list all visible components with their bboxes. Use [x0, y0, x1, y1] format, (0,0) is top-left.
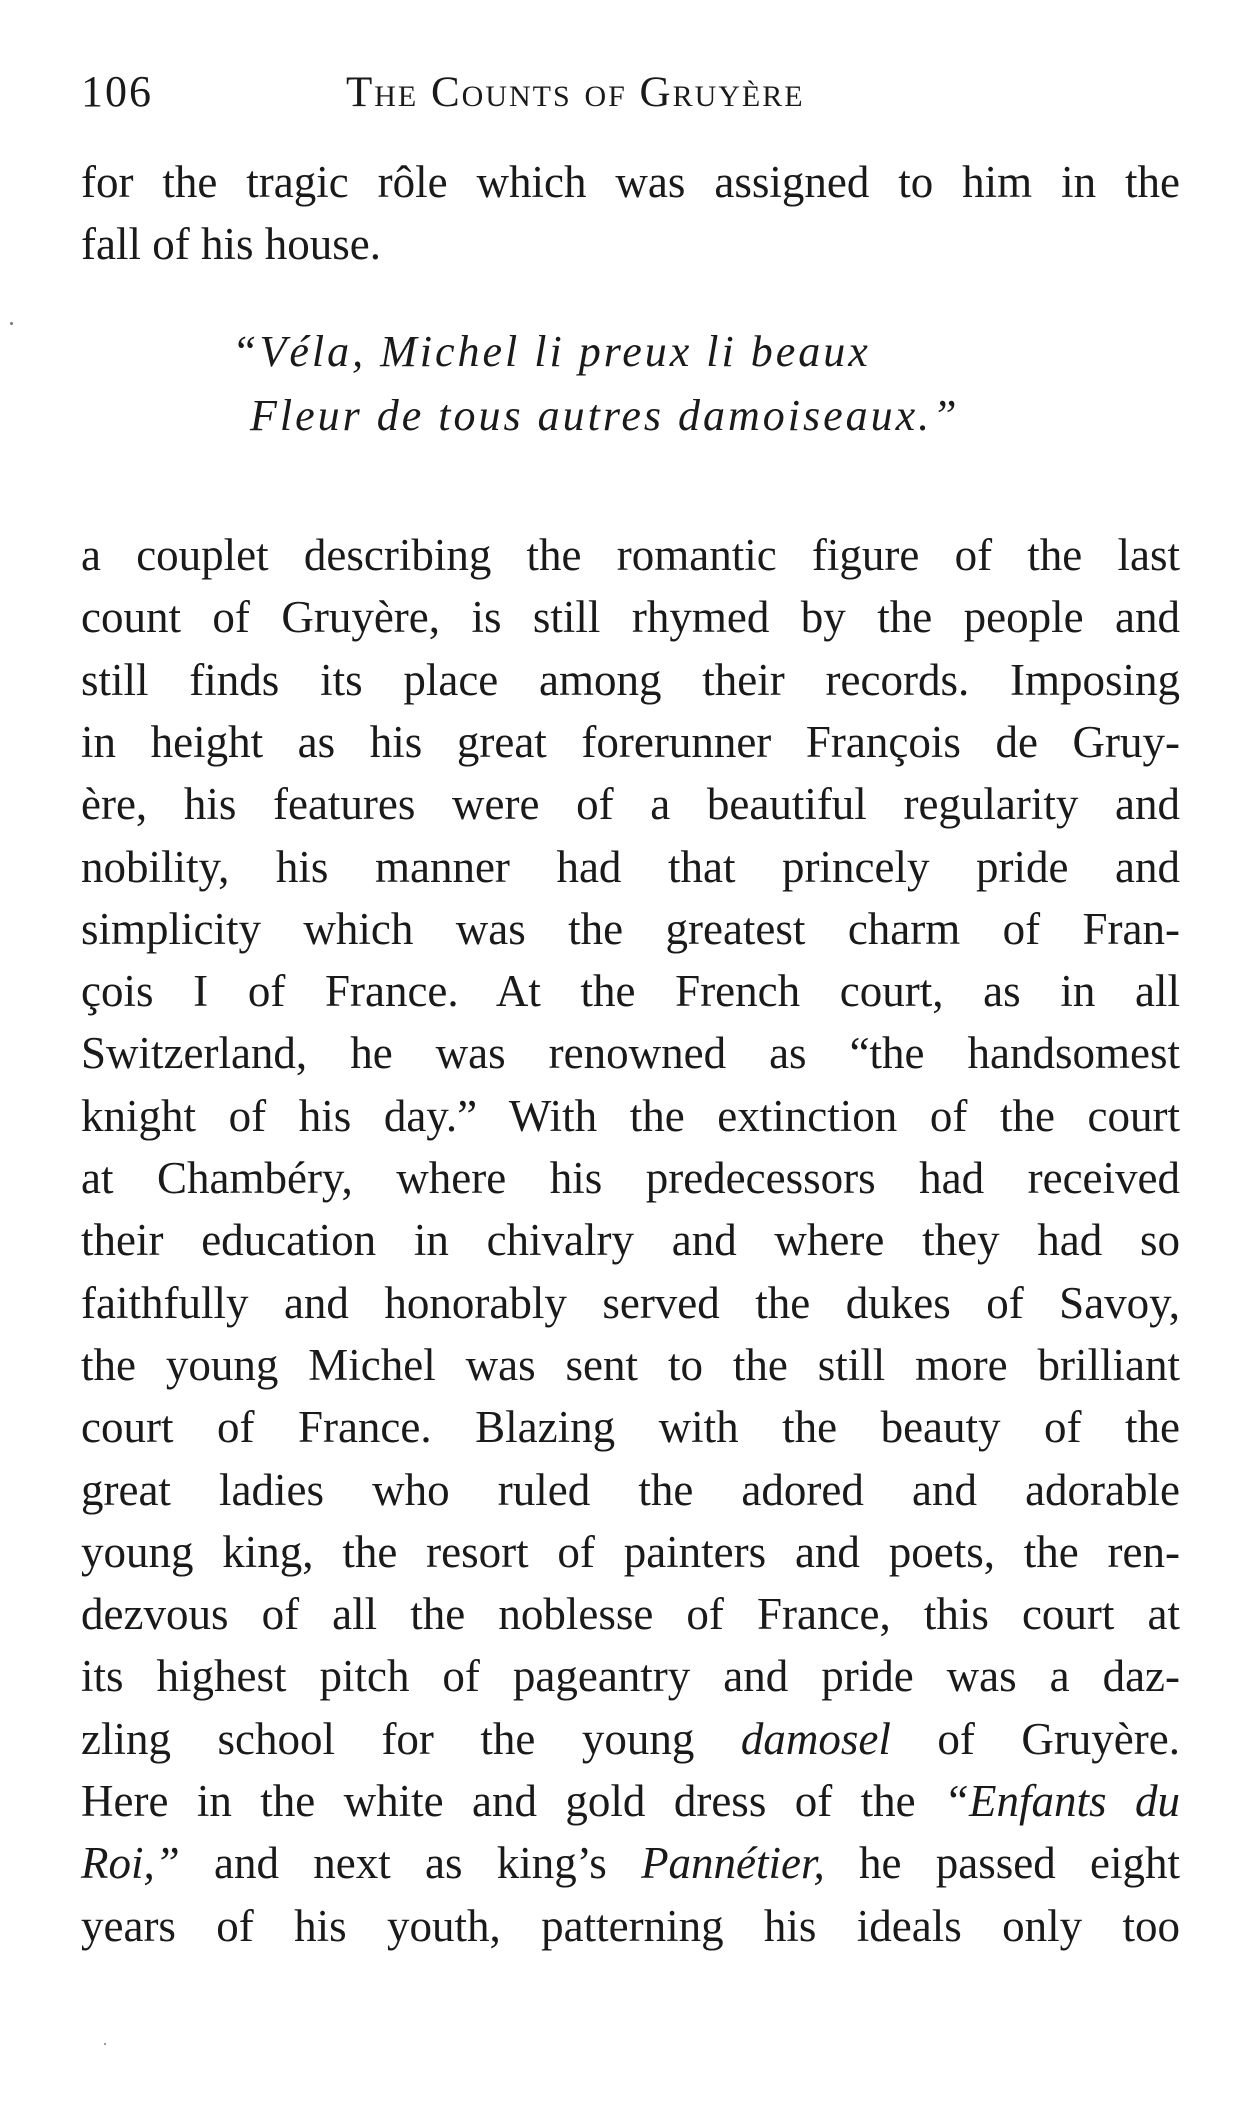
text-run: of Gruyère. [890, 1714, 1180, 1764]
text-line [81, 525, 1180, 585]
text-run: zling school for the young [81, 1714, 741, 1764]
text-run: nobility, his manner had that princely pride and [81, 842, 1180, 892]
verse-line: “Véla, Michel li preux li beaux [232, 327, 871, 376]
text-line [81, 961, 1180, 1021]
text-run: young king, the resort of painters and poets, the ren- [81, 1527, 1180, 1577]
text-run: knight of his day.” With the extinction of the court [81, 1091, 1180, 1141]
text-run: count of Gruyère, is still rhymed by the people and [81, 592, 1180, 642]
text-line [81, 1210, 1180, 1270]
italic-run: “Enfants du [944, 1776, 1180, 1826]
text-run: their education in chivalry and where they had so [81, 1215, 1180, 1265]
text-run: years of his youth, patterning his ideals only too [81, 1901, 1180, 1951]
text-run: its highest pitch of pageantry and pride was a daz- [81, 1651, 1180, 1701]
verse-line: Fleur de tous autres damoiseaux.” [250, 391, 960, 440]
italic-run: Roi,” [81, 1838, 180, 1888]
page-header [81, 66, 1181, 126]
text-line [81, 1646, 1180, 1706]
text-line [81, 1273, 1180, 1333]
text-line [81, 1522, 1180, 1582]
text-run: he passed eight [824, 1838, 1180, 1888]
text-line [81, 837, 1180, 897]
text-line [81, 1771, 1180, 1831]
text-run: dezvous of all the noblesse of France, this court at [81, 1589, 1180, 1639]
text-line [81, 1335, 1180, 1395]
text-line [81, 1397, 1180, 1457]
text-run: still finds its place among their records. Imposing [81, 655, 1180, 705]
text-line [81, 1709, 1180, 1769]
italic-run: damosel [740, 1714, 891, 1764]
text-run: and next as king’s [179, 1838, 642, 1888]
text-run: ère, his features were of a beautiful regularity and [81, 779, 1180, 829]
text-run: a couplet describing the romantic figure of the last [81, 530, 1180, 580]
text-run: simplicity which was the greatest charm of Fran- [81, 904, 1180, 954]
text-run: court of France. Blazing with the beauty of the [81, 1402, 1180, 1452]
text-run: the young Michel was sent to the still more brilliant [81, 1340, 1180, 1390]
text-line [81, 1086, 1180, 1146]
text-line [81, 1833, 1180, 1893]
text-line [81, 650, 1180, 710]
running-title: The Counts of Gruyère [346, 69, 805, 116]
text-line [81, 899, 1180, 959]
text-line: for the tragic rôle which was assigned to him in the [81, 157, 1180, 207]
text-run: Here in the white and gold dress of the [81, 1776, 945, 1826]
text-line [81, 1148, 1180, 1208]
text-line [81, 712, 1180, 772]
text-line [81, 774, 1180, 834]
text-line [81, 587, 1180, 647]
scan-speck [10, 322, 13, 325]
scan-speck [104, 2043, 106, 2045]
text-line: fall of his house. [81, 219, 381, 269]
text-run: at Chambéry, where his predecessors had received [81, 1153, 1180, 1203]
text-line [81, 1584, 1180, 1644]
text-line [81, 1896, 1180, 1956]
text-line [81, 1460, 1180, 1520]
page-number: 106 [81, 67, 153, 116]
text-run: Switzerland, he was renowned as “the handsomest [81, 1028, 1180, 1078]
text-line [81, 1023, 1180, 1083]
text-run: great ladies who ruled the adored and adorable [81, 1465, 1180, 1515]
text-run: çois I of France. At the French court, as in all [81, 966, 1180, 1016]
text-run: in height as his great forerunner François de Gruy- [81, 717, 1180, 767]
italic-run: Pannétier, [641, 1838, 825, 1888]
text-run: faithfully and honorably served the dukes of Savoy, [81, 1278, 1180, 1328]
